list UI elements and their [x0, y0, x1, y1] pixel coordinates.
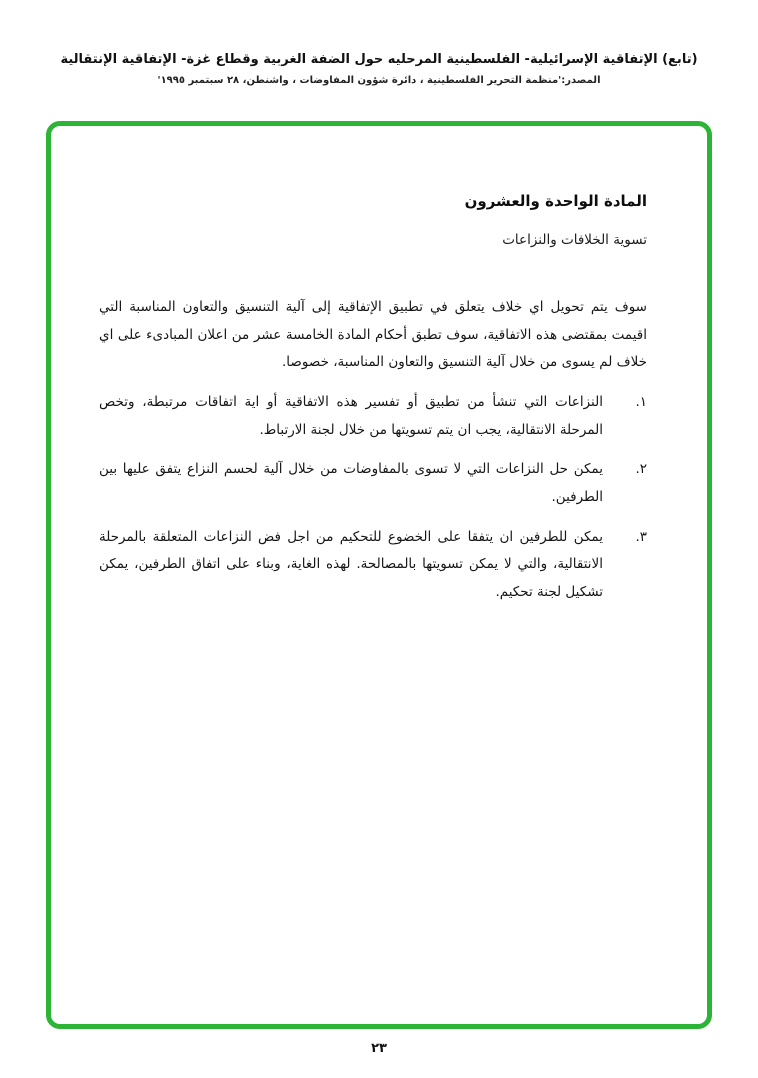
item-number: ١. [635, 394, 647, 411]
intro-paragraph: سوف يتم تحويل اي خلاف يتعلق في تطبيق الإتفاقية إلى آلية التنسيق والتعاون المناسبة التي اقيمت بمقتضى هذه الاتفاقية، سوف تطبق أحكام المادة الخامسة عشر من اعلان المبادىء على اي خلاف لم يسوى من خلال آلية التنسيق والتعاون المناسبة، خصوصا. [99, 299, 647, 371]
header-title: (تابع) الإتفاقية الإسرائيلية- الفلسطينية المرحليه حول الضفة الغربية وقطاع غزة- الإتفاقية الإنتقالية [60, 52, 698, 67]
content-frame [46, 121, 712, 1029]
list-item [99, 389, 647, 444]
list-item [99, 524, 647, 607]
header-source-line: المصدر:'منظمة التحرير الفلسطينية ، دائرة شؤون المفاوضات ، واشنطن، ٢٨ سبتمبر ١٩٩٥' [157, 75, 601, 87]
document-header [0, 48, 758, 86]
article-subtitle: تسوية الخلافات والنزاعات [502, 232, 647, 248]
numbered-list [99, 389, 647, 607]
item-text: النزاعات التي تنشأ من تطبيق أو تفسير هذه الاتفاقية أو اية اتفاقات مرتبطة، وتخص المرحلة الانتقالية، يجب ان يتم تسويتها من خلال لجنة الارتباط. [99, 394, 603, 438]
item-number: ٣. [635, 528, 647, 545]
list-item [99, 456, 647, 511]
article-content [51, 126, 707, 607]
item-text: يمكن حل النزاعات التي لا تسوى بالمفاوضات من خلال آلية لحسم النزاع يتفق عليها بين الطرفين. [99, 461, 603, 506]
item-number: ٢. [635, 461, 647, 478]
page-number: ٢٣ [371, 1041, 387, 1056]
item-text: يمكن للطرفين ان يتفقا على الخضوع للتحكيم من اجل فض النزاعات المتعلقة بالمرحلة الانتقالية، والتي لا يمكن تسويتها بالمصالحة. لهذه الغاية، وبناء على اتفاق الطرفين، يمكن تشكيل لجنة تحكيم. [99, 528, 603, 601]
article-title: المادة الواحدة والعشرون [464, 192, 647, 210]
